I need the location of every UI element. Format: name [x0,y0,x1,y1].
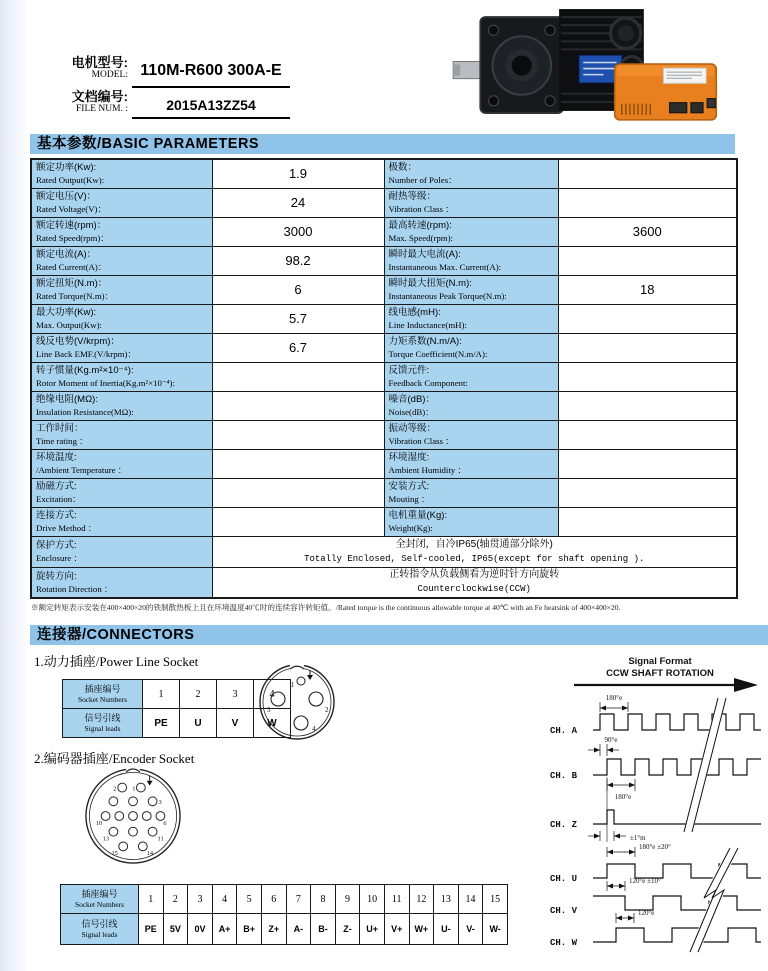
file-num-label-cn: 文档编号: [71,89,128,104]
table-row [31,362,737,391]
signal-lead: U- [434,914,459,945]
param-value: 3600 [558,217,737,246]
table-row [31,246,737,275]
param-label: 工作时间： Time rating ： [31,420,212,449]
table-row [31,188,737,217]
param-label: 电机重量(Kg): Weight(Kg): [384,507,558,536]
param-value [558,362,737,391]
table-row [61,885,508,914]
param-label: 保护方式: Enclosure ： [31,536,212,567]
signal-lead: W [254,709,291,738]
annotation: 180°e ±20° [639,843,671,851]
param-label: 额定扭矩(N.m)： Rated Torque(N.m)： [31,275,212,304]
table-row [31,507,737,536]
channel-label: CH. Z [550,820,578,830]
param-label: 环境温度: /Ambient Temperature ： [31,449,212,478]
socket-number: 9 [335,885,360,914]
socket-number: 8 [311,885,336,914]
pin-label: 14 [146,850,154,858]
signal-lead: B+ [237,914,262,945]
param-value [558,159,737,188]
socket-number: 2 [163,885,188,914]
param-label: 力矩系数(N.m/A): Torque Coefficient(N.m/A): [384,333,558,362]
table-row [31,304,737,333]
footnote: ※额定转矩表示安装在400×400×20的铁制散热板上且在环境温度40℃时的连续容许转矩值。/Rated torque is the continuous allowable torque at 40℃ with an Fe heatsink of 400×400×20. [31,603,621,612]
signal-lead: V- [458,914,483,945]
signal-format-diagram [548,652,768,967]
table-row-rotation [31,567,737,598]
param-value [212,478,384,507]
file-num-label-en: FILE NUM. : [76,104,128,115]
signal-lead: PE [143,709,180,738]
param-label: 旋转方向: Rotation Direction ： [31,567,212,598]
pin-label: 6 [163,819,167,827]
file-num-value: 2015A13ZZ54 [132,90,290,119]
rotation-value: 正转指令从负载侧看为逆时针方向旋转 Counterclockwise(CCW) [212,567,737,598]
param-value: 24 [212,188,384,217]
param-label: 额定电压(V)： Rated Voltage(V)： [31,188,212,217]
param-value: 98.2 [212,246,384,275]
channel-label: CH. U [550,874,578,884]
param-value [558,420,737,449]
pin-label: 2 [113,785,117,793]
socket-number: 15 [483,885,508,914]
signal-lead: U+ [360,914,385,945]
signal-lead: W- [483,914,508,945]
signal-lead: 0V [188,914,213,945]
param-value [558,304,737,333]
param-label: 额定转速(rpm)： Rated Speed(rpm)： [31,217,212,246]
table-row [31,333,737,362]
socket-number: 14 [458,885,483,914]
signal-lead: 5V [163,914,188,945]
pin-label: 3 [267,706,271,714]
model-label-cn: 电机型号: [71,55,128,70]
signal-lead: PE [139,914,164,945]
param-value: 6.7 [212,333,384,362]
table-row [31,159,737,188]
table-row [31,420,737,449]
socket-number: 13 [434,885,459,914]
section-connectors: 连接器/CONNECTORS [30,625,768,645]
power-socket-diagram [257,662,337,742]
socket-numbers-label: 插座编号 Socket Numbers [63,680,143,709]
basic-parameters-table [30,158,738,599]
signal-lead: U [180,709,217,738]
page-left-margin [0,0,26,971]
pin-label: 13 [102,835,109,843]
socket-number: 4 [212,885,237,914]
socket-number: 4 [254,680,291,709]
socket-number: 2 [180,680,217,709]
param-label: 连接方式: Drive Method ： [31,507,212,536]
encoder-socket-title: 2.编码器插座/Encoder Socket [34,751,195,766]
section-basic-parameters: 基本参数/BASIC PARAMETERS [30,134,735,154]
socket-number: 10 [360,885,385,914]
param-label: 反馈元件: Feedback Component: [384,362,558,391]
param-label: 额定功率(Kw): Rated Output(Kw): [31,159,212,188]
annotation: 180°e [614,793,632,801]
param-label: 瞬时最大扭矩(N.m): Instantaneous Peak Torque(N.m): [384,275,558,304]
param-label: 耐热等级： Vibration Class ： [384,188,558,217]
annotation: 90°e [604,736,618,744]
power-socket-title: 1.动力插座/Power Line Socket [34,654,199,669]
table-row [31,217,737,246]
param-value [212,420,384,449]
param-label: 瞬时最大电流(A): Instantaneous Max. Current(A): [384,246,558,275]
param-value [558,246,737,275]
table-row [31,478,737,507]
table-row [31,449,737,478]
param-value [558,333,737,362]
channel-label: CH. V [550,906,578,916]
param-value: 3000 [212,217,384,246]
direction-arrow-icon [574,678,758,692]
channel-label: CH. B [550,771,578,781]
param-label: 最大功率(Kw): Max. Output(Kw): [31,304,212,333]
param-value: 18 [558,275,737,304]
param-label: 最高转速(rpm): Max. Speed(rpm): [384,217,558,246]
pin-label: 1 [290,681,294,689]
signal-leads-label: 信号引线 Signal leads [63,709,143,738]
signal-lead: Z+ [261,914,286,945]
param-label: 极数： Number of Poles： [384,159,558,188]
param-label: 安装方式: Mouting ： [384,478,558,507]
param-label: 转子惯量(Kg.m²×10⁻⁴): Rotor Moment of Inertia(Kg.m²×10⁻⁴): [31,362,212,391]
pin-label: 15 [111,850,118,858]
pin-label: 3 [158,799,162,807]
annotation: 180°e [605,694,623,702]
annotation: 120°e ±10° [629,877,661,885]
param-value [212,391,384,420]
param-value [558,507,737,536]
param-label: 绝缘电阻(MΩ): Insulation Resistance(MΩ): [31,391,212,420]
param-label: 振动等级： Vibration Class ： [384,420,558,449]
param-value [212,507,384,536]
signal-lead: A- [286,914,311,945]
signal-lead: W+ [409,914,434,945]
param-label: 环境湿度: Ambient Humidity ： [384,449,558,478]
table-row-enclosure [31,536,737,567]
param-value [212,449,384,478]
socket-number: 1 [143,680,180,709]
signal-leads-label: 信号引线 Signal leads [61,914,139,945]
channel-label: CH. W [550,938,578,948]
param-label: 额定电流(A)： Rated Current(A)： [31,246,212,275]
param-value [558,478,737,507]
pin-label: 2 [325,706,329,714]
socket-number: 6 [261,885,286,914]
signal-lead: V+ [384,914,409,945]
param-value [212,362,384,391]
waveforms [593,714,761,942]
file-num-label [28,90,128,115]
param-value [558,449,737,478]
socket-number: 11 [384,885,409,914]
model-label-en: MODEL: [91,70,128,81]
encoder-socket-table [60,884,508,945]
channel-label: CH. A [550,726,578,736]
pin-label: 4 [312,725,316,733]
encoder-socket-diagram [84,764,182,868]
signal-lead: Z- [335,914,360,945]
model-label [28,56,128,81]
keyway-arrow-icon [147,776,153,786]
param-label: 噪音(dB)： Noise(dB)： [384,391,558,420]
table-row [31,391,737,420]
annotation: 120°e [638,909,655,917]
signal-lead: B- [311,914,336,945]
servo-driver-photo [612,61,720,125]
socket-number: 3 [188,885,213,914]
socket-number: 12 [409,885,434,914]
param-value: 6 [212,275,384,304]
signal-format-title: Signal Format [628,656,692,667]
waveform-break-marks [684,698,738,952]
pin-label: 11 [157,835,164,843]
annotation: ±1°m [630,834,646,842]
socket-numbers-label: 插座编号 Socket Numbers [61,885,139,914]
param-label: 线反电势(V/krpm)： Line Back EMF.(V/krpm)： [31,333,212,362]
pin-label: 10 [95,819,103,827]
socket-number: 7 [286,885,311,914]
table-row [31,275,737,304]
param-value [558,391,737,420]
pin-label: 1 [132,785,136,793]
param-value: 5.7 [212,304,384,333]
table-row [61,914,508,945]
signal-lead: A+ [212,914,237,945]
enclosure-value: 全封闭，自冷IP65(轴贯通部分除外) Totally Enclosed, Self-cooled, IP65(except for shaft opening ). [212,536,737,567]
param-value: 1.9 [212,159,384,188]
socket-number: 1 [139,885,164,914]
param-value [558,188,737,217]
socket-number: 5 [237,885,262,914]
model-value: 110M-R600 300A-E [132,56,290,88]
param-label: 励磁方式: Excitation： [31,478,212,507]
socket-number: 3 [217,680,254,709]
param-label: 线电感(mH): Line Inductance(mH): [384,304,558,333]
signal-lead: V [217,709,254,738]
ccw-rotation-title: CCW SHAFT ROTATION [606,668,714,679]
